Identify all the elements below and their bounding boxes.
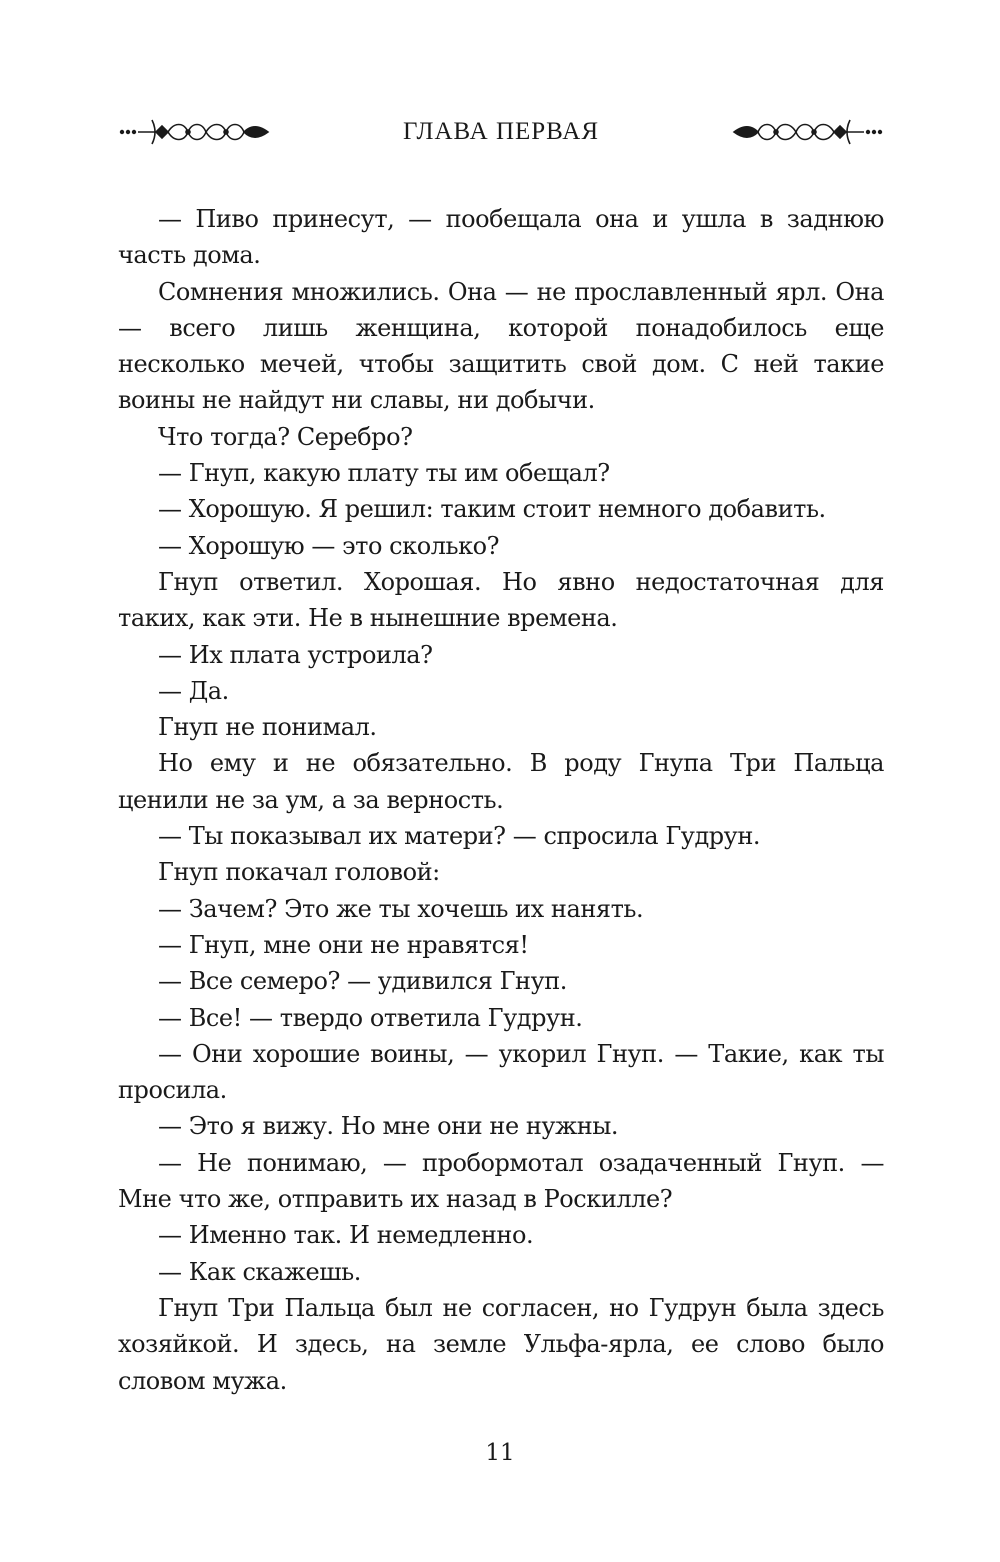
paragraph: — Ты показывал их матери? — спросила Гудрун.: [158, 822, 761, 851]
running-header: [118, 108, 884, 156]
paragraph: Сомнения множились. Она — не прославленный ярл. Она — всего лишь женщина, которой понадобилось еще несколько мечей, чтобы защитить свой дом. С ней такие воины не найдут ни славы, ни добычи.: [118, 277, 884, 415]
paragraph: Гнуп Три Пальца был не согласен, но Гудрун была здесь хозяйкой. И здесь, на земле Ульфа-ярла, ее слово было словом мужа.: [118, 1293, 884, 1395]
paragraph: Что тогда? Серебро?: [158, 422, 413, 451]
left-ornament-icon: [118, 112, 270, 152]
paragraph: — Хорошую — это сколько?: [158, 531, 500, 560]
paragraph: — Они хорошие воины, — укорил Гнуп. — Такие, как ты просила.: [118, 1039, 884, 1105]
right-ornament-icon: [732, 112, 884, 152]
paragraph: — Их плата устроила?: [158, 640, 433, 669]
paragraph: Гнуп покачал головой:: [158, 858, 440, 887]
paragraph: — Да.: [158, 676, 229, 705]
paragraph: Гнуп ответил. Хорошая. Но явно недостаточная для таких, как эти. Не в нынешние времена.: [118, 567, 884, 633]
paragraph: — Пиво принесут, — пообещала она и ушла в заднюю часть дома.: [118, 205, 884, 270]
paragraph: — Гнуп, мне они не нравятся!: [158, 930, 529, 959]
paragraph: — Это я вижу. Но мне они не нужны.: [158, 1112, 619, 1141]
chapter-title: ГЛАВА ПЕРВАЯ: [402, 118, 600, 145]
paragraph: — Не понимаю, — пробормотал озадаченный Гнуп. — Мне что же, отправить их назад в Роскилле?: [118, 1148, 884, 1214]
paragraph: — Как скажешь.: [158, 1257, 361, 1286]
paragraph: — Зачем? Это же ты хочешь их нанять.: [158, 894, 644, 923]
page-number: 11: [485, 1440, 515, 1466]
paragraph: Гнуп не понимал.: [158, 713, 377, 742]
paragraph: — Хорошую. Я решил: таким стоит немного добавить.: [158, 495, 826, 524]
paragraph: — Гнуп, какую плату ты им обещал?: [158, 459, 610, 488]
paragraph: Но ему и не обязательно. В роду Гнупа Три Пальца ценили не за ум, а за верность.: [118, 749, 884, 814]
paragraph: — Все! — твердо ответила Гудрун.: [158, 1003, 583, 1032]
paragraph: — Все семеро? — удивился Гнуп.: [158, 967, 567, 996]
body-text: [118, 201, 884, 1399]
paragraph: — Именно так. И немедленно.: [158, 1221, 534, 1250]
